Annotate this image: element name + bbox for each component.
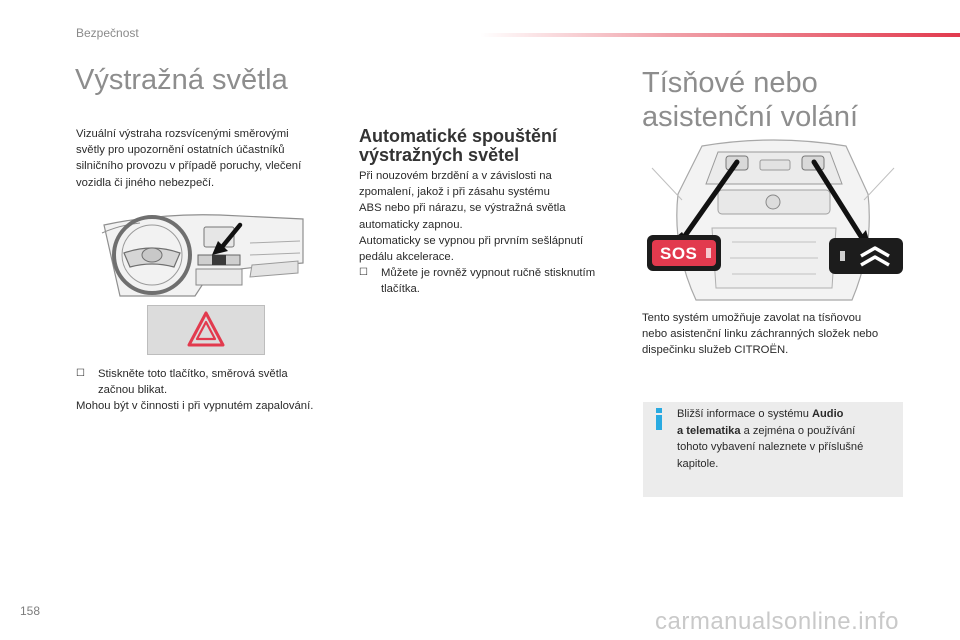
- section-label: Bezpečnost: [76, 26, 139, 40]
- info-text: Bližší informace o systému Audio a telematika a zejména o používání tohoto vybavení naleznete v příslušné kapitole.: [677, 408, 864, 470]
- hazard-instructions: ☐ Stiskněte toto tlačítko, směrová světla začnou blikat. Mohou být v činnosti i při vypnutém zapalování.: [76, 366, 356, 415]
- watermark: carmanualsonline.info: [655, 608, 899, 635]
- hazard-triangle-icon: [148, 306, 264, 354]
- sos-button-illustration: [647, 235, 721, 271]
- bullet-item: ☐ Můžete je rovněž vypnout ručně stisknutím tlačítka.: [359, 265, 629, 297]
- dashboard-illustration: [100, 203, 307, 298]
- assistance-button-illustration: [829, 238, 903, 274]
- checkbox-bullet-icon: ☐: [76, 368, 85, 379]
- checkbox-bullet-icon: ☐: [359, 267, 368, 279]
- header-accent-bar: [480, 33, 960, 37]
- auto-hazard-text: Při nouzovém brzdění a v závislosti na zpomalení, jakož i při zásahu systému ABS nebo při nárazu, se výstražná světla automaticky zapnou. Automaticky se vypnou při prvním sešlápnutí pedálu akcelerace. ☐ Můžete je rovněž vypnout ručně stisknutím tlačítka.: [359, 168, 629, 298]
- chevrons-logo-icon: [855, 243, 895, 269]
- info-icon: [654, 408, 664, 430]
- hazard-intro: Vizuální výstraha rozsvícenými směrovými světly pro upozornění ostatních účastníků silničního provozu v případě poruchy, vlečení vozidla či jiného nebezpečí.: [76, 128, 302, 189]
- bullet-item: ☐ Stiskněte toto tlačítko, směrová světla začnou blikat.: [76, 366, 356, 398]
- hazard-button-illustration: [147, 305, 265, 355]
- overhead-console-illustration: [642, 138, 904, 302]
- page-number: 158: [20, 604, 41, 618]
- sos-label: SOS: [660, 244, 698, 263]
- emergency-call-text: Tento systém umožňuje zavolat na tísňovou nebo asistenční linku záchranných složek nebo dispečinku služeb CITROËN.: [642, 312, 879, 357]
- hazard-lights-title: Výstražná světla: [75, 64, 288, 96]
- auto-hazard-title: Automatické spouštění výstražných světel: [359, 126, 558, 165]
- emergency-call-title: Tísňové nebo asistenční volání: [642, 67, 859, 133]
